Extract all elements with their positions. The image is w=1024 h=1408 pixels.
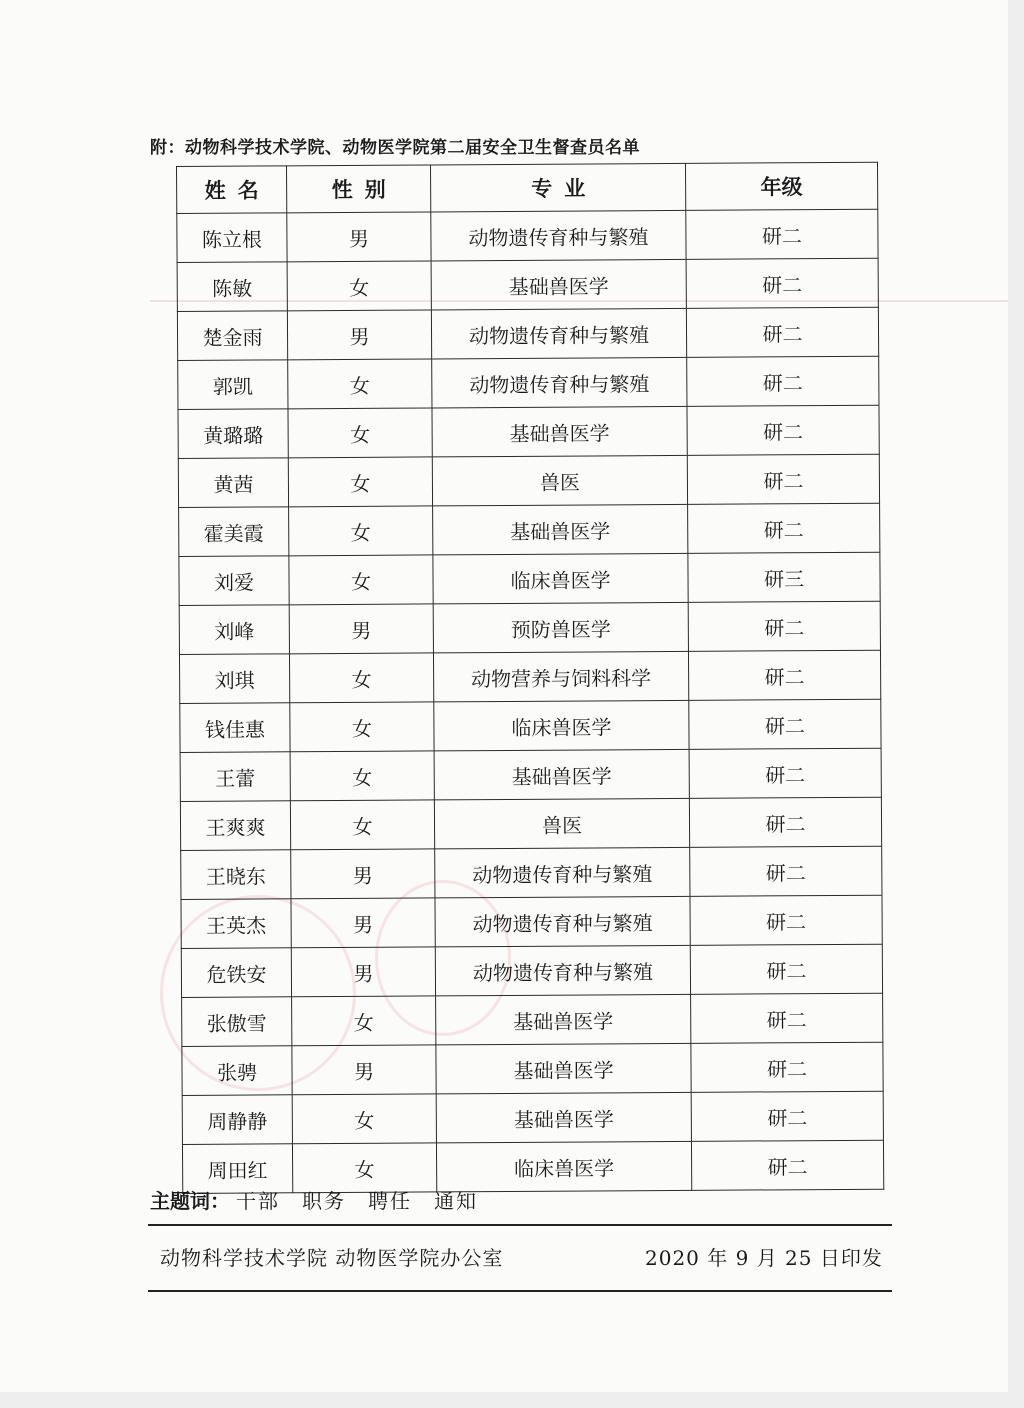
- cell-grade: 研二: [688, 650, 880, 700]
- cell-grade: 研二: [689, 748, 881, 798]
- cell-gender: 男: [287, 310, 431, 360]
- table-row: [177, 307, 878, 360]
- cell-gender: 男: [291, 898, 435, 948]
- cell-name: 王爽爽: [180, 801, 290, 851]
- cell-gender: 男: [291, 849, 435, 899]
- cell-gender: 女: [290, 751, 434, 801]
- cell-major: 动物营养与饲料科学: [433, 651, 688, 702]
- cell-grade: 研二: [690, 895, 882, 945]
- cell-gender: 男: [292, 1045, 436, 1095]
- cell-gender: 男: [287, 212, 431, 262]
- table-row: [180, 797, 881, 850]
- table-header-row: [177, 162, 878, 213]
- header-major: 专业: [430, 163, 685, 212]
- cell-grade: 研二: [687, 356, 879, 406]
- cell-major: 预防兽医学: [433, 602, 688, 653]
- table-row: [180, 748, 881, 801]
- table-row: [178, 454, 879, 507]
- table-row: [181, 846, 882, 899]
- cell-major: 动物遗传育种与繁殖: [432, 357, 687, 408]
- cell-name: 陈立根: [177, 213, 287, 263]
- keyword: 职务: [302, 1189, 346, 1213]
- cell-gender: 女: [290, 800, 434, 850]
- table-row: [177, 209, 878, 262]
- keyword: 通知: [434, 1189, 478, 1213]
- table-row: [181, 944, 882, 997]
- cell-grade: 研二: [686, 307, 878, 357]
- cell-grade: 研三: [688, 552, 880, 602]
- cell-grade: 研二: [686, 209, 878, 259]
- cell-name: 刘峰: [179, 605, 289, 655]
- cell-major: 临床兽医学: [436, 1141, 691, 1192]
- cell-name: 黄璐璐: [178, 409, 288, 459]
- cell-grade: 研二: [689, 797, 881, 847]
- cell-gender: 女: [289, 653, 433, 703]
- cell-grade: 研二: [691, 1140, 883, 1190]
- cell-name: 刘琪: [179, 654, 289, 704]
- cell-name: 郭凯: [178, 360, 288, 410]
- cell-name: 霍美霞: [179, 507, 289, 557]
- cell-grade: 研二: [689, 699, 881, 749]
- cell-gender: 女: [292, 1094, 436, 1144]
- cell-gender: 女: [288, 408, 432, 458]
- cell-gender: 女: [292, 996, 436, 1046]
- cell-grade: 研二: [687, 454, 879, 504]
- cell-grade: 研二: [688, 503, 880, 553]
- table-row: [182, 1042, 883, 1095]
- table-row: [179, 601, 880, 654]
- cell-grade: 研二: [691, 1091, 883, 1141]
- cell-gender: 女: [292, 1143, 436, 1193]
- cell-name: 危铁安: [181, 948, 291, 998]
- table-row: [178, 356, 879, 409]
- cell-major: 动物遗传育种与繁殖: [435, 847, 690, 898]
- header-name: 姓名: [177, 166, 287, 214]
- attachment-caption: 附：动物科学技术学院、动物医学院第二届安全卫生督查员名单: [150, 138, 640, 158]
- cell-name: 王晓东: [181, 850, 291, 900]
- table-row: [177, 258, 878, 311]
- cell-name: 刘爱: [179, 556, 289, 606]
- cell-name: 王蕾: [180, 752, 290, 802]
- footer-bottom-rule: [148, 1290, 892, 1292]
- cell-major: 动物遗传育种与繁殖: [435, 945, 690, 996]
- table-row: [182, 1091, 883, 1144]
- cell-gender: 女: [287, 261, 431, 311]
- cell-grade: 研二: [686, 258, 878, 308]
- inspector-roster-table: [176, 162, 884, 1194]
- cell-grade: 研二: [687, 405, 879, 455]
- subject-keywords: [150, 1186, 478, 1216]
- cell-major: 动物遗传育种与繁殖: [431, 308, 686, 359]
- table-body: [177, 209, 884, 1193]
- cell-gender: 女: [289, 555, 433, 605]
- table-row: [182, 993, 883, 1046]
- cell-name: 王英杰: [181, 899, 291, 949]
- cell-gender: 女: [288, 457, 432, 507]
- cell-grade: 研二: [691, 1042, 883, 1092]
- cell-major: 基础兽医学: [434, 749, 689, 800]
- cell-name: 张骋: [182, 1046, 292, 1096]
- cell-major: 基础兽医学: [436, 1043, 691, 1094]
- table-row: [179, 552, 880, 605]
- cell-major: 基础兽医学: [436, 994, 691, 1045]
- keyword: 聘任: [368, 1189, 412, 1213]
- header-grade: 年级: [685, 162, 877, 210]
- cell-name: 钱佳惠: [180, 703, 290, 753]
- cell-name: 周田红: [182, 1144, 292, 1194]
- cell-name: 周静静: [182, 1095, 292, 1145]
- cell-name: 黄茜: [178, 458, 288, 508]
- cell-major: 临床兽医学: [433, 553, 688, 604]
- cell-gender: 女: [288, 359, 432, 409]
- cell-gender: 男: [291, 947, 435, 997]
- footer-top-rule: [148, 1224, 892, 1226]
- table-row: [179, 503, 880, 556]
- cell-name: 楚金雨: [177, 311, 287, 361]
- table-row: [181, 895, 882, 948]
- cell-name: 张傲雪: [182, 997, 292, 1047]
- cell-major: 兽医: [432, 455, 687, 506]
- cell-grade: 研二: [691, 993, 883, 1043]
- cell-major: 基础兽医学: [432, 406, 687, 457]
- cell-major: 动物遗传育种与繁殖: [431, 210, 686, 261]
- cell-major: 兽医: [434, 798, 689, 849]
- cell-gender: 女: [290, 702, 434, 752]
- cell-major: 临床兽医学: [434, 700, 689, 751]
- cell-grade: 研二: [690, 846, 882, 896]
- table-row: [180, 699, 881, 752]
- cell-grade: 研二: [688, 601, 880, 651]
- cell-gender: 女: [289, 506, 433, 556]
- issuing-office: 动物科学技术学院 动物医学院办公室: [160, 1246, 504, 1270]
- keywords-label: 主题词：: [150, 1189, 230, 1213]
- header-gender: 性别: [287, 165, 431, 213]
- cell-major: 动物遗传育种与繁殖: [435, 896, 690, 947]
- cell-major: 基础兽医学: [436, 1092, 691, 1143]
- cell-grade: 研二: [690, 944, 882, 994]
- cell-major: 基础兽医学: [433, 504, 688, 555]
- table-row: [179, 650, 880, 703]
- issue-date: 2020 年 9 月 25 日印发: [645, 1246, 883, 1270]
- keyword: 干部: [236, 1189, 280, 1213]
- cell-gender: 男: [289, 604, 433, 654]
- cell-major: 基础兽医学: [431, 259, 686, 310]
- cell-name: 陈敏: [177, 262, 287, 312]
- table-row: [178, 405, 879, 458]
